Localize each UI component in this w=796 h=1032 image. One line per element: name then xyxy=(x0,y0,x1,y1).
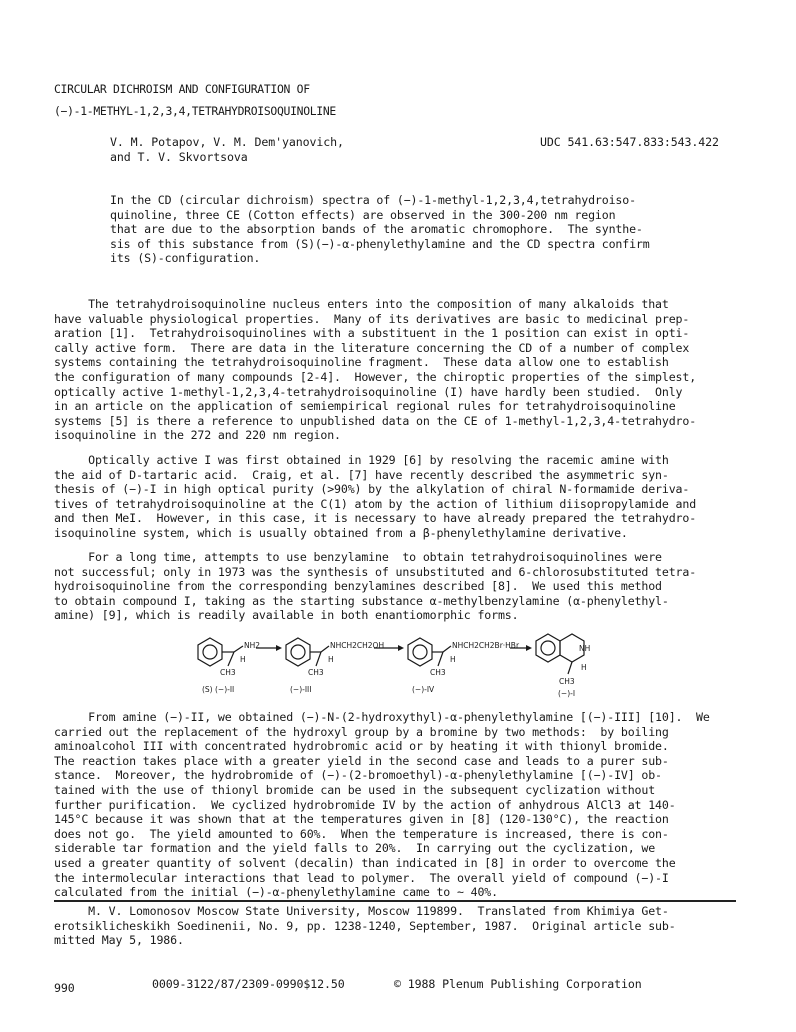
paper-title-line-1: CIRCULAR DICHROISM AND CONFIGURATION OF xyxy=(54,82,310,96)
text-line: 145°C because it was shown that at the temperatures given in [8] (120-130°C), the reaction xyxy=(54,812,669,827)
compound-i-label: (−)-I xyxy=(558,689,576,698)
ch3-label-ii: CH3 xyxy=(220,668,236,677)
reaction-scheme xyxy=(190,628,610,704)
text-line: in an article on the application of semiempirical regional rules for tetrahydroisoquinoline xyxy=(54,399,676,414)
body-paragraph-4 xyxy=(54,710,710,900)
compound-i-structure xyxy=(536,634,584,674)
hydroxyethylamino-label: NHCH2CH2OH xyxy=(330,641,385,650)
text-line: cally active form. There are data in the literature concerning the CD of a number of complex xyxy=(54,340,690,355)
ch3-label-i: CH3 xyxy=(559,677,575,686)
authors-line-2: and T. V. Skvortsova xyxy=(110,150,248,164)
text-line: The reaction takes place with a greater yield in the second case and leads to a purer sub- xyxy=(54,753,669,768)
ch3-label-iv: CH3 xyxy=(430,668,446,677)
text-line: isoquinoline system, which is usually obtained from a β-phenylethylamine derivative. xyxy=(54,525,628,540)
text-line: systems containing the tetrahydroisoquinoline fragment. These data allow one to establish xyxy=(54,355,669,370)
footnote-line: mitted May 5, 1986. xyxy=(54,933,184,948)
footnote-divider xyxy=(54,900,736,902)
text-line: have valuable physiological properties. Many of its derivatives are basic to medicinal prep- xyxy=(54,311,690,326)
body-paragraph-1 xyxy=(54,297,696,443)
text-line: the aid of D-tartaric acid. Craig, et al. [7] have recently described the asymmetric syn- xyxy=(54,467,669,482)
affiliation-footnote xyxy=(54,904,676,948)
text-line: Optically active I was first obtained in 1929 [6] by resolving the racemic amine with xyxy=(54,453,669,467)
article-code: 0009-3122/87/2309-0990$12.50 xyxy=(152,977,345,991)
text-line: amine) [9], which is readily available in both enantiomorphic forms. xyxy=(54,608,519,623)
text-line: the intermolecular interactions that lead to polymer. The overall yield of compound (−)-I xyxy=(54,870,669,885)
compound-ii-label: (S) (−)-II xyxy=(202,685,235,694)
abstract-line: sis of this substance from (S)(−)-α-phenylethylamine and the CD spectra confirm xyxy=(110,236,650,251)
text-line: to obtain compound I, taking as the starting substance α-methylbenzylamine (α-phenylethyl- xyxy=(54,593,669,608)
text-line: thesis of (−)-I in high optical purity (>90%) by the alkylation of chiral N-formamide deriva- xyxy=(54,482,690,497)
page-number: 990 xyxy=(54,981,75,995)
footnote-line: M. V. Lomonosov Moscow State University, Moscow 119899. Translated from Khimiya Get- xyxy=(54,904,669,918)
text-line: siderable tar formation and the yield falls to 20%. In carrying out the cyclization, we xyxy=(54,841,656,856)
compound-iv-label: (−)-IV xyxy=(412,685,435,694)
text-line: From amine (−)-II, we obtained (−)-N-(2-hydroxythyl)-α-phenylethylamine [(−)-III] [10]. We xyxy=(54,710,710,724)
text-line: further purification. We cyclized hydrobromide IV by the action of anhydrous AlCl3 at 140- xyxy=(54,797,676,812)
text-line: The tetrahydroisoquinoline nucleus enters into the composition of many alkaloids that xyxy=(54,297,669,311)
copyright-notice: © 1988 Plenum Publishing Corporation xyxy=(394,977,642,991)
abstract xyxy=(110,193,650,266)
authors-line-1: V. M. Potapov, V. M. Dem'yanovich, xyxy=(110,135,344,149)
text-line: tained with the use of thionyl bromide can be used in the subsequent cyclization without xyxy=(54,782,656,797)
body-paragraph-3 xyxy=(54,550,696,623)
text-line: not successful; only in 1973 was the synthesis of unsubstituted and 6-chlorosubstituted tetra- xyxy=(54,564,697,579)
nh2-label: NH2 xyxy=(244,641,261,650)
h-label-i: H xyxy=(581,663,587,672)
h-label-iv: H xyxy=(450,655,456,664)
body-paragraph-2 xyxy=(54,453,696,541)
paper-title-line-2: (−)-1-METHYL-1,2,3,4,TETRAHYDROISOQUINOLINE xyxy=(54,104,336,118)
text-line: and then MeI. However, in this case, it is necessary to have already prepared the tetrahydro- xyxy=(54,511,697,526)
text-line: the configuration of many compounds [2-4]. However, the chiroptic properties of the simplest, xyxy=(54,369,697,384)
bromoethylamino-label: NHCH2CH2Br·HBr xyxy=(452,641,520,650)
text-line: stance. Moreover, the hydrobromide of (−)-(2-bromoethyl)-α-phenylethylamine [(−)-IV] ob- xyxy=(54,768,662,783)
abstract-line: In the CD (circular dichroism) spectra of (−)-1-methyl-1,2,3,4,tetrahydroiso- xyxy=(110,193,636,207)
text-line: hydroisoquinoline from the corresponding benzylamines described [8]. We used this method xyxy=(54,579,662,594)
abstract-line: its (S)-configuration. xyxy=(110,251,261,266)
compound-iii-structure xyxy=(286,638,329,666)
text-line: used a greater quantity of solvent (decalin) than indicated in [8] in order to overcome the xyxy=(54,855,676,870)
compound-iii-label: (−)-III xyxy=(290,685,312,694)
nh-label: NH xyxy=(579,644,591,653)
text-line: For a long time, attempts to use benzylamine to obtain tetrahydroisoquinolines were xyxy=(54,550,662,564)
text-line: aminoalcohol III with concentrated hydrobromic acid or by heating it with thionyl bromide. xyxy=(54,739,669,754)
text-line: systems [5] is there a reference to unpublished data on the CE of 1-methyl-1,2,3,4-tetrahydro- xyxy=(54,413,697,428)
text-line: isoquinoline in the 272 and 220 nm region. xyxy=(54,428,341,443)
abstract-line: quinoline, three CE (Cotton effects) are observed in the 300-200 nm region xyxy=(110,207,616,222)
compound-iv-structure xyxy=(408,638,451,666)
footnote-line: erotsiklicheskikh Soedinenii, No. 9, pp. 1238-1240, September, 1987. Original article sub- xyxy=(54,918,676,933)
text-line: does not go. The yield amounted to 60%. When the temperature is increased, there is con- xyxy=(54,826,669,841)
udc-code: UDC 541.63:547.833:543.422 xyxy=(540,135,719,149)
compound-ii-structure xyxy=(198,638,243,666)
abstract-line: that are due to the absorption bands of the aromatic chromophore. The synthe- xyxy=(110,222,643,237)
text-line: aration [1]. Tetrahydroisoquinolines with a substituent in the 1 position can exist in opti- xyxy=(54,326,690,341)
text-line: carried out the replacement of the hydroxyl group by a bromine by two methods: by boiling xyxy=(54,724,669,739)
ch3-label-iii: CH3 xyxy=(308,668,324,677)
text-line: tives of tetrahydroisoquinoline at the C(1) atom by the action of lithium diisopropylamide and xyxy=(54,496,697,511)
h-label-iii: H xyxy=(328,655,334,664)
h-label-ii: H xyxy=(240,655,246,664)
text-line: calculated from the initial (−)-α-phenylethylamine came to ~ 40%. xyxy=(54,885,498,900)
text-line: optically active 1-methyl-1,2,3,4-tetrahydroisoquinoline (I) have hardly been studied. Only xyxy=(54,384,683,399)
